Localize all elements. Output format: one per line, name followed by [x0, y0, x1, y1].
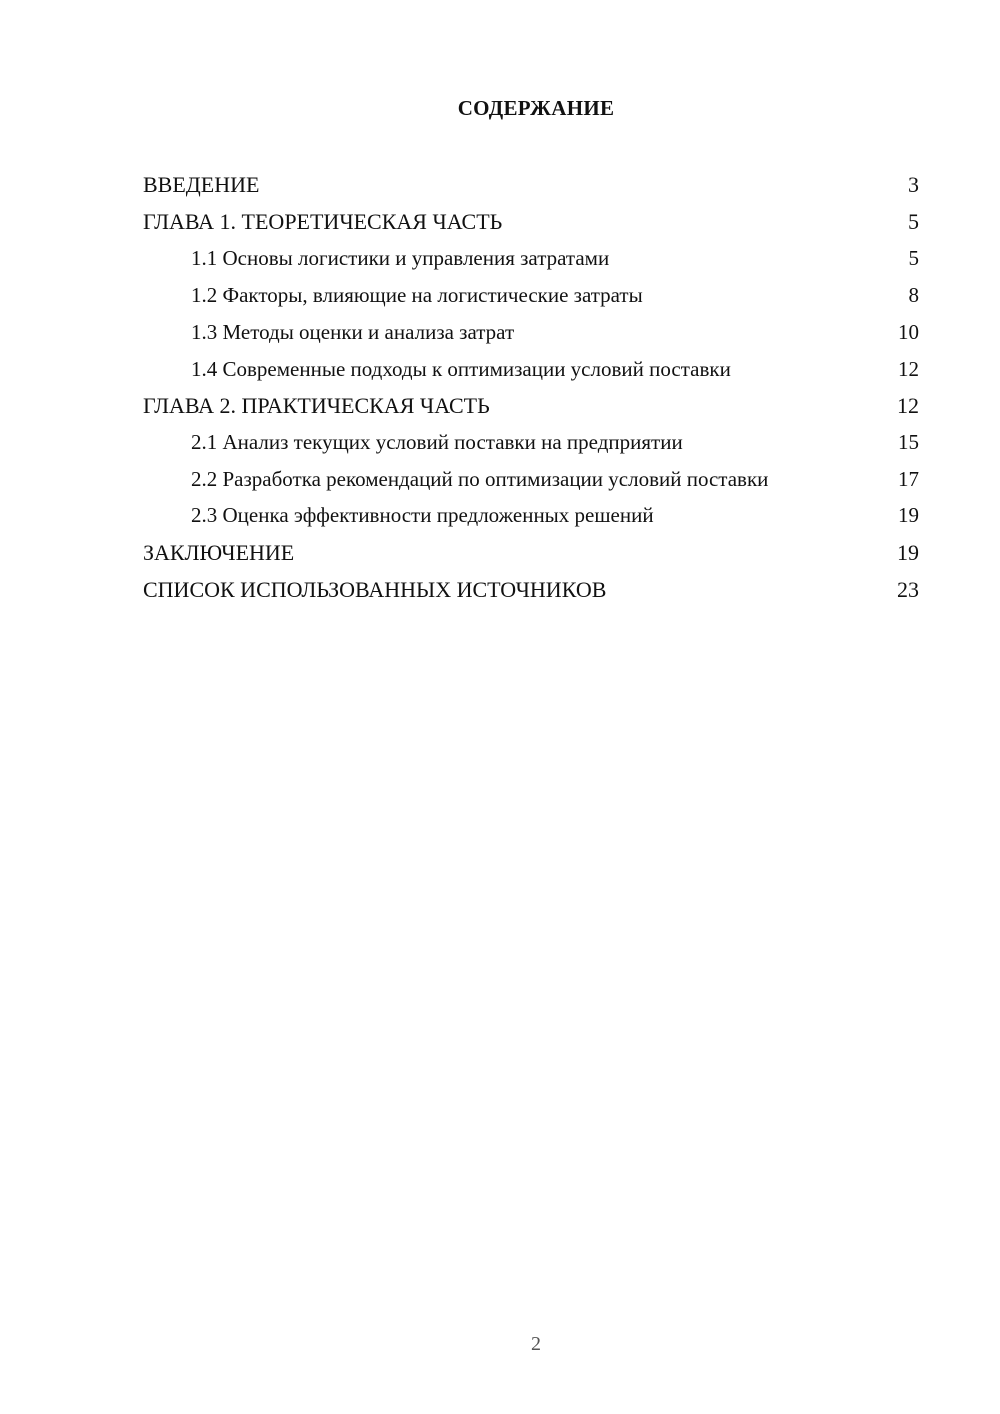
toc-entry-label: 2.2 Разработка рекомендаций по оптимизации условий поставки: [191, 467, 769, 491]
toc-entry-chapter-1[interactable]: [143, 203, 919, 240]
toc-entry-section-2-2[interactable]: [143, 461, 919, 497]
toc-entry-page: 15: [898, 430, 919, 454]
page-title: СОДЕРЖАНИЕ: [457, 96, 615, 120]
toc-entry-label: 1.4 Современные подходы к оптимизации условий поставки: [191, 357, 731, 381]
toc-entry-section-1-4[interactable]: [143, 351, 919, 387]
toc-entry-page: 12: [897, 393, 919, 418]
toc-entry-page: 17: [898, 467, 919, 491]
toc-entry-section-1-2[interactable]: [143, 277, 919, 314]
toc-entry-label: 1.1 Основы логистики и управления затратами: [191, 246, 610, 270]
table-of-contents: [143, 166, 919, 608]
toc-entry-page: 8: [908, 283, 919, 307]
toc-entry-section-1-1[interactable]: [143, 240, 919, 277]
toc-entry-label: ГЛАВА 2. ПРАКТИЧЕСКАЯ ЧАСТЬ: [143, 393, 490, 418]
toc-entry-page: 5: [908, 209, 919, 234]
toc-entry-introduction[interactable]: [143, 166, 919, 203]
toc-entry-conclusion[interactable]: [143, 534, 919, 571]
toc-entry-page: 19: [897, 540, 919, 565]
toc-entry-page: 19: [898, 503, 919, 527]
toc-entry-label: ВВЕДЕНИЕ: [143, 172, 260, 197]
toc-entry-label: ЗАКЛЮЧЕНИЕ: [143, 540, 295, 565]
toc-entry-references[interactable]: [143, 571, 919, 608]
toc-entry-label: ГЛАВА 1. ТЕОРЕТИЧЕСКАЯ ЧАСТЬ: [143, 209, 503, 234]
toc-entry-label: 2.3 Оценка эффективности предложенных решений: [191, 503, 654, 527]
toc-entry-section-1-3[interactable]: [143, 314, 919, 351]
toc-entry-chapter-2[interactable]: [143, 387, 919, 424]
toc-entry-page: 12: [898, 357, 919, 381]
toc-entry-label: 1.2 Факторы, влияющие на логистические затраты: [191, 283, 643, 307]
page-number: 2: [531, 1333, 541, 1355]
toc-entry-page: 10: [898, 320, 919, 344]
toc-entry-page: 23: [897, 577, 919, 602]
toc-entry-page: 3: [908, 172, 919, 197]
toc-entry-label: 1.3 Методы оценки и анализа затрат: [191, 320, 515, 344]
toc-entry-label: 2.1 Анализ текущих условий поставки на предприятии: [191, 430, 683, 454]
toc-entry-section-2-1[interactable]: [143, 424, 919, 461]
toc-entry-page: 5: [908, 246, 919, 270]
toc-entry-label: СПИСОК ИСПОЛЬЗОВАННЫХ ИСТОЧНИКОВ: [143, 577, 607, 602]
toc-entry-section-2-3[interactable]: [143, 497, 919, 534]
